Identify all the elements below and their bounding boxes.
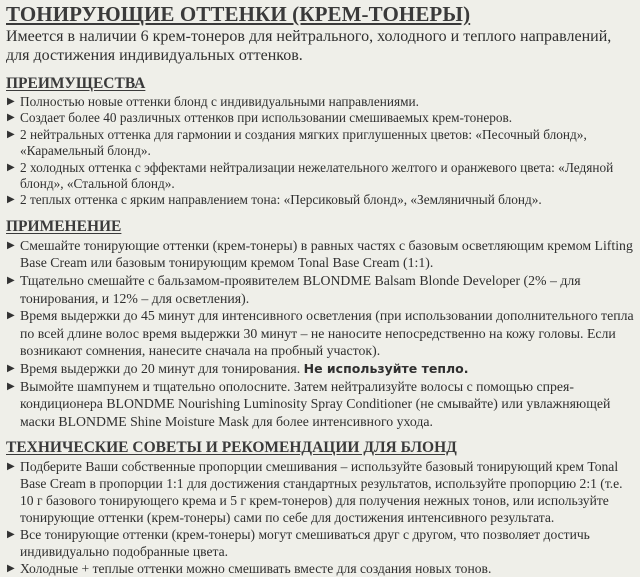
bullet-icon: ▶ (7, 128, 15, 140)
list-item (6, 127, 636, 160)
section-application (6, 218, 636, 431)
section-benefits (6, 75, 636, 209)
emphasis-text: Не используйте тепло. (303, 361, 469, 376)
list-item (6, 526, 636, 560)
list-item-text: Создает более 40 различных оттенков при использовании смешиваемых крем-тонеров. (20, 110, 513, 126)
bullet-icon: ▶ (7, 112, 15, 124)
list-item (6, 272, 636, 307)
bullet-icon: ▶ (7, 239, 15, 251)
list-item-text: 2 теплых оттенка с ярким направлением тона: «Персиковый блонд», «Земляничный блонд». (20, 192, 542, 208)
benefits-list (6, 94, 636, 209)
list-item (6, 458, 636, 526)
list-item-text: Холодные + теплые оттенки можно смешивать вместе для создания новых тонов. (20, 561, 492, 577)
section-heading-tips: ТЕХНИЧЕСКИЕ СОВЕТЫ И РЕКОМЕНДАЦИИ ДЛЯ БЛОНД (6, 439, 457, 457)
list-item-text: Полностью новые оттенки блонд с индивидуальными направлениями. (20, 94, 419, 109)
list-item-text: Вымойте шампунем и тщательно ополосните. Затем нейтрализуйте волосы с помощью спрея-кондиционера BLONDME Nourishing Luminosity Spray Conditioner (не смывайте) или увлажняющей маски BLONDME Shine Moisture Mask для более интенсивного ухода. (20, 378, 611, 429)
list-item (6, 160, 636, 193)
page-title: ТОНИРУЮЩИЕ ОТТЕНКИ (КРЕМ-ТОНЕРЫ) (6, 2, 471, 26)
section-heading-benefits: ПРЕИМУЩЕСТВА (6, 75, 146, 92)
list-item (6, 237, 636, 272)
list-item-text: Смешайте тонирующие оттенки (крем-тонеры) в равных частях с базовым осветляющим кремом Lifting Base Cream или базовым тонирующим кремом Tonal Base Cream (1:1). (20, 237, 633, 271)
bullet-icon: ▶ (7, 194, 15, 206)
section-heading-application: ПРИМЕНЕНИЕ (6, 217, 122, 235)
list-item (6, 307, 636, 360)
list-item-text: Тщательно смешайте с бальзамом-проявителем BLONDME Balsam Blonde Developer (2% – для тонирования, и 12% – для осветления). (20, 273, 581, 306)
list-item-text: Время выдержки до 20 минут для тонирования. (20, 361, 301, 376)
bullet-icon: ▶ (7, 161, 15, 173)
list-item-text: Время выдержки до 45 минут для интенсивного осветления (при использовании дополнительного тепла по всей длине волос время выдержки 30 минут – не наносите непосредственно на кожу головы. Если возникают сомнения, нанесите сначала на пробный участок). (20, 308, 634, 359)
bullet-icon: ▶ (7, 96, 15, 107)
list-item-text: Все тонирующие оттенки (крем-тонеры) могут смешиваться друг с другом, что позволяет достичь индивидуально подобранные цвета. (20, 527, 590, 560)
bullet-icon: ▶ (7, 380, 15, 392)
section-tips (6, 439, 636, 577)
bullet-icon: ▶ (7, 563, 15, 575)
list-item (6, 360, 636, 378)
list-item (6, 94, 636, 110)
bullet-icon: ▶ (7, 461, 15, 473)
bullet-icon: ▶ (7, 529, 15, 541)
list-item-text: 2 холодных оттенка с эффектами нейтрализации нежелательного желтого и оранжевого цвета: «Ледяной блонд», «Стальной блонд». (20, 159, 614, 192)
application-list (6, 237, 636, 431)
list-item (6, 110, 636, 126)
bullet-icon: ▶ (7, 275, 15, 287)
tips-list (6, 458, 636, 577)
bullet-icon: ▶ (7, 363, 15, 374)
bullet-icon: ▶ (7, 310, 15, 322)
list-item (6, 378, 636, 431)
list-item (6, 192, 636, 208)
list-item-text: 2 нейтральных оттенка для гармонии и создания мягких приглушенных цветов: «Песочный блонд», «Карамельный блонд». (20, 126, 587, 159)
list-item-text: Подберите Ваши собственные пропорции смешивания – используйте базовый тонирующий крем Tonal Base Cream в пропорции 1:1 для достижения стандартных результатов, используйте пропорцию 2:1 (т.е. 10 г базового тонирующего крема и 5 г крем-тонеров) для получения нежных тонов, или используйте тонирующие оттенки (крем-тонеры) сами по себе для достижения интенсивного результата. (20, 459, 623, 526)
intro-paragraph: Имеется в наличии 6 крем-тонеров для нейтрального, холодного и теплого направлений, для достижения индивидуальных оттенков. (6, 28, 612, 64)
